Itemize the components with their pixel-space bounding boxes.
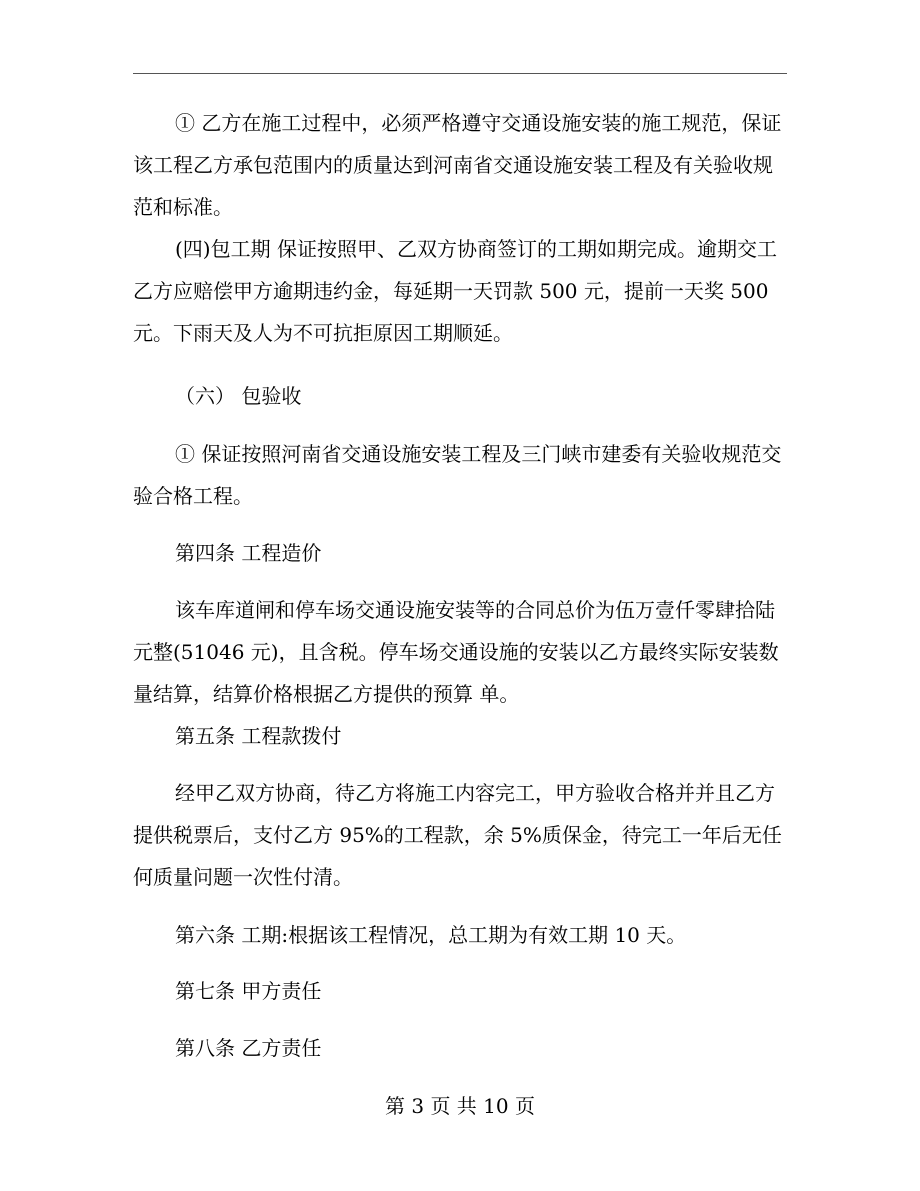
page-number-footer: 第 3 页 共 10 页	[385, 1094, 535, 1118]
paragraph-acceptance-heading: （六） 包验收	[175, 384, 302, 408]
article-4-heading: 第四条 工程造价	[175, 541, 322, 565]
article-7-heading: 第七条 甲方责任	[175, 979, 322, 1003]
paragraph-quality-clause: ① 乙方在施工过程中，必须严格遵守交通设施安装的施工规范，保证该工程乙方承包范围内的质量达到河南省交通设施安装工程及有关验收规范和标准。	[133, 111, 782, 219]
paragraph-contract-price: 该车库道闸和停车场交通设施安装等的合同总价为伍万壹仟零肆拾陆元整(51046 元)，且含税。停车场交通设施的安装以乙方最终实际安装数量结算，结算价格根据乙方提供的预算 单。	[133, 598, 779, 706]
paragraph-acceptance-clause: ① 保证按照河南省交通设施安装工程及三门峡市建委有关验收规范交验合格工程。	[133, 442, 782, 508]
article-8-heading: 第八条 乙方责任	[175, 1036, 322, 1060]
paragraph-payment-terms: 经甲乙双方协商，待乙方将施工内容完工，甲方验收合格并并且乙方提供税票后，支付乙方 95%的工程款，余 5%质保金，待完工一年后无任何质量问题一次性付清。	[133, 781, 782, 889]
article-5-heading: 第五条 工程款拨付	[175, 724, 342, 748]
paragraph-schedule-clause: (四)包工期 保证按照甲、乙双方协商签订的工期如期完成。逾期交工乙方应赔偿甲方逾期违约金，每延期一天罚款 500 元，提前一天奖 500 元。下雨天及人为不可抗拒原因工期顺延。	[133, 237, 777, 345]
article-6-heading: 第六条 工期:根据该工程情况，总工期为有效工期 10 天。	[175, 923, 687, 947]
header-rule	[133, 73, 787, 74]
